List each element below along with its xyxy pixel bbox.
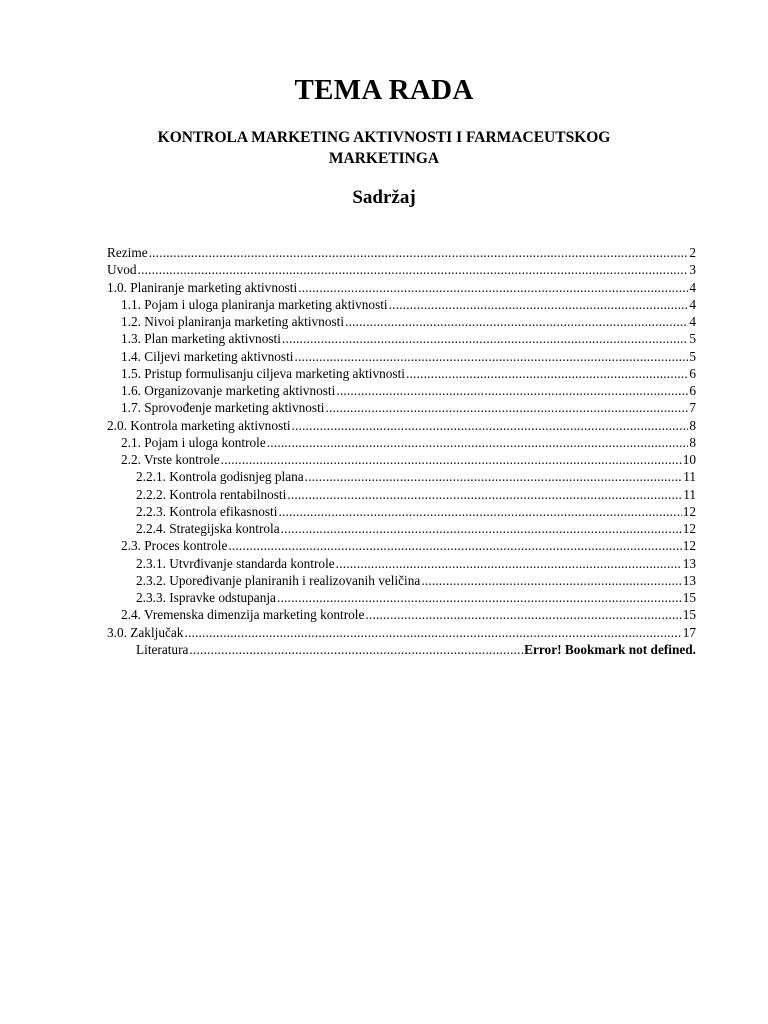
toc-entry-label: 1.6. Organizovanje marketing aktivnosti — [121, 383, 336, 398]
toc-entry[interactable] — [107, 468, 696, 485]
toc-entry-label: Uvod — [107, 262, 137, 278]
toc-entry-page: Error! Bookmark not defined. — [524, 641, 696, 657]
toc-entry-page: 12 — [682, 538, 696, 554]
toc-dot-leader — [221, 451, 682, 468]
toc-entry[interactable] — [107, 399, 696, 416]
toc-entry-label: 2.1. Pojam i uloga kontrole — [121, 434, 266, 450]
toc-entry[interactable] — [107, 296, 696, 313]
toc-entry-label: 1.2. Nivoi planiranja marketing aktivnosti — [121, 314, 345, 329]
toc-entry[interactable] — [107, 330, 696, 347]
toc-dot-leader — [228, 537, 681, 554]
toc-entry-page: 15 — [682, 590, 696, 605]
toc-entry-label: 1.3. Plan marketing aktivnosti — [121, 331, 281, 347]
toc-entry-label: Literatura — [136, 641, 189, 657]
toc-entry[interactable] — [107, 382, 696, 399]
toc-dot-leader — [326, 399, 689, 416]
toc-entry-label: 2.3.1. Utvrđivanje standarda kontrole — [136, 555, 335, 571]
toc-entry-label: 2.2.2. Kontrola rentabilnosti — [136, 486, 287, 502]
toc-entry-page: 4 — [689, 279, 696, 295]
toc-entry-label: 2.4. Vremenska dimenzija marketing kontrole — [121, 607, 365, 623]
toc-dot-leader — [345, 313, 688, 330]
toc-entry-label: 2.2.3. Kontrola efikasnosti — [136, 503, 278, 519]
toc-entry[interactable] — [107, 572, 696, 589]
toc-entry[interactable] — [107, 520, 696, 537]
toc-entry-page: 5 — [689, 331, 696, 347]
toc-entry-label: 1.4. Ciljevi marketing aktivnosti — [121, 348, 294, 364]
toc-entry-page: 6 — [689, 383, 696, 398]
toc-dot-leader — [389, 296, 689, 313]
toc-entry-page: 4 — [689, 296, 696, 312]
toc-dot-leader — [336, 382, 688, 399]
document-subtitle: KONTROLA MARKETING AKTIVNOSTI I FARMACEUTSKOG MARKETINGA — [157, 129, 611, 167]
toc-dot-leader — [189, 641, 523, 658]
toc-entry-page: 11 — [683, 469, 696, 485]
toc-entry-page: 8 — [689, 417, 696, 433]
toc-entry[interactable] — [107, 555, 696, 572]
toc-entry[interactable] — [107, 606, 696, 623]
toc-entry[interactable] — [107, 313, 696, 330]
document-title: TEMA RADA — [294, 74, 474, 106]
toc-dot-leader — [267, 434, 689, 451]
toc-dot-leader — [406, 365, 688, 382]
toc-dot-leader — [305, 468, 683, 485]
toc-dot-leader — [294, 348, 688, 365]
toc-entry[interactable] — [107, 279, 696, 296]
toc-dot-leader — [365, 606, 681, 623]
toc-entry-page: 4 — [689, 314, 696, 329]
toc-dot-leader — [278, 503, 681, 520]
toc-entry-page: 5 — [689, 348, 696, 364]
toc-dot-leader — [287, 486, 682, 503]
toc-entry-page: 2 — [689, 245, 696, 260]
toc-entry[interactable] — [107, 244, 696, 261]
toc-dot-leader — [336, 555, 682, 572]
toc-entry-label: 1.1. Pojam i uloga planiranja marketing aktivnosti — [121, 296, 388, 312]
toc-dot-leader — [282, 330, 688, 347]
toc-entry-label: 2.2. Vrste kontrole — [121, 452, 220, 467]
toc-entry-label: 1.7. Sprovođenje marketing aktivnosti — [121, 400, 325, 416]
toc-entry[interactable] — [107, 624, 696, 641]
toc-dot-leader — [281, 520, 682, 537]
toc-entry-label: 2.3. Proces kontrole — [121, 538, 228, 554]
toc-entry[interactable] — [107, 589, 696, 606]
toc-entry-label: 2.2.1. Kontrola godisnjeg plana — [136, 469, 304, 485]
toc-entry[interactable] — [107, 434, 696, 451]
toc-entry-label: Rezime — [107, 245, 148, 260]
toc-entry-page: 3 — [689, 262, 696, 278]
toc-entry[interactable] — [107, 486, 696, 503]
toc-dot-leader — [184, 624, 681, 641]
toc-entry-page: 11 — [683, 486, 696, 502]
toc-entry[interactable] — [107, 641, 696, 658]
toc-heading: Sadržaj — [352, 187, 416, 208]
toc-dot-leader — [149, 244, 689, 261]
toc-entry-label: 2.3.2. Upoređivanje planiranih i realizovanih veličina — [136, 572, 421, 588]
toc-entry-page: 12 — [682, 503, 696, 519]
toc-entry-label: 1.0. Planiranje marketing aktivnosti — [107, 279, 298, 295]
toc-entry-page: 13 — [682, 555, 696, 571]
table-of-contents — [107, 244, 696, 658]
toc-entry-label: 2.0. Kontrola marketing aktivnosti — [107, 417, 291, 433]
toc-entry-label: 1.5. Pristup formulisanju ciljeva marketing aktivnosti — [121, 365, 405, 381]
toc-entry-label: 2.2.4. Strategijska kontrola — [136, 521, 280, 536]
toc-entry-page: 12 — [682, 521, 696, 536]
toc-entry-page: 8 — [689, 434, 696, 450]
toc-dot-leader — [138, 261, 689, 278]
toc-entry-page: 7 — [689, 400, 696, 416]
toc-dot-leader — [292, 417, 689, 434]
toc-entry[interactable] — [107, 451, 696, 468]
toc-entry[interactable] — [107, 503, 696, 520]
toc-entry-label: 2.3.3. Ispravke odstupanja — [136, 590, 276, 605]
toc-entry-label: 3.0. Zaključak — [107, 624, 184, 640]
toc-entry-page: 6 — [689, 365, 696, 381]
toc-dot-leader — [421, 572, 681, 589]
toc-dot-leader — [298, 279, 688, 296]
toc-entry[interactable] — [107, 537, 696, 554]
toc-entry[interactable] — [107, 365, 696, 382]
toc-entry[interactable] — [107, 417, 696, 434]
toc-entry-page: 17 — [682, 624, 696, 640]
toc-entry[interactable] — [107, 261, 696, 278]
toc-entry-page: 13 — [682, 572, 696, 588]
toc-dot-leader — [277, 589, 682, 606]
toc-entry-page: 15 — [682, 607, 696, 623]
toc-entry-page: 10 — [682, 452, 696, 467]
toc-entry[interactable] — [107, 348, 696, 365]
